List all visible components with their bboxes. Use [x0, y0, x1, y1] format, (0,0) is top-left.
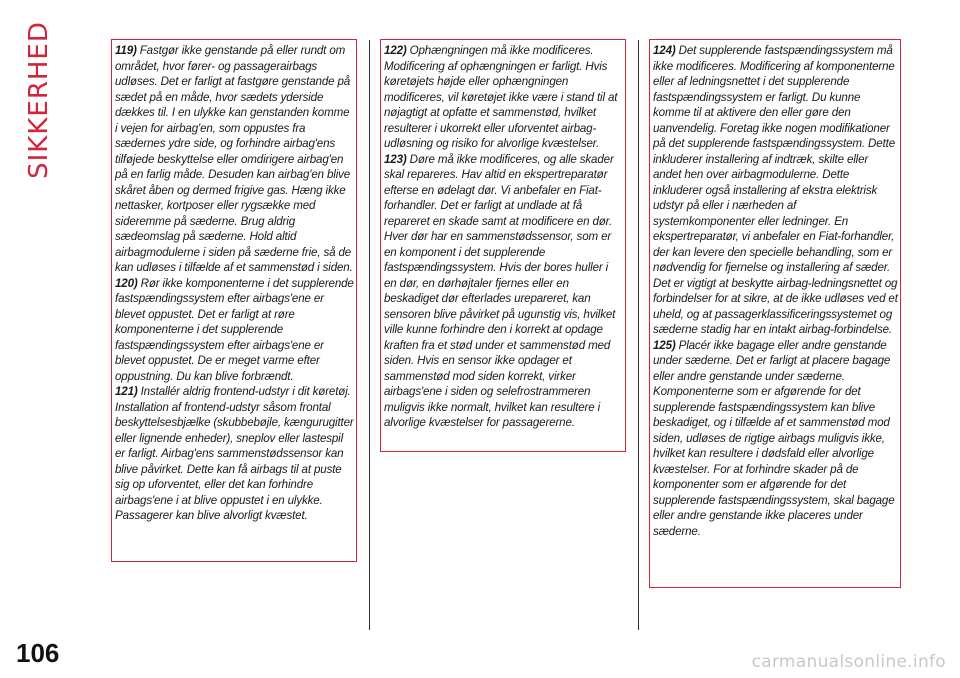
watermark: carmanualsonline.info: [751, 652, 946, 672]
page-number: 106: [16, 638, 60, 668]
warning-122: 122) Ophængningen må ikke modificeres. Modificering af ophængningen er farligt. Hvis køretøjets højde eller ophængningen modificeres, vil køretøjet ikke være i stand til at nøjagtigt at opfatte et sammenstød, hvilket resulterer i ukorrekt eller uforventet airbag-udløsning og risiko for alvorlige kvæstelser.: [384, 44, 618, 150]
warning-119: 119) Fastgør ikke genstande på eller rundt om området, hvor fører- og passagerairbags udløses. Det er farligt at fastgøre genstande på sædet på en måde, hvor sædets yderside dækkes til. I en ulykke kan genstanden komme i vejen for airbag'en, som oppustes fra sædernes ydre side, og forhindre airbag'ens tilføjede beskyttelse eller omdirigere airbag'en på en farlig måde. Desuden kan airbag'en blive skåret åben og dermed frigive gas. Hæng ikke nettasker, kortposer eller rygsække med sideremme på sæderne. Brug aldrig sædeomslag på sæderne. Hold altid airbagmodulerne i siden på sæderne frie, så de kan udløses i tilfælde af et sammenstød i siden.: [115, 44, 353, 274]
warning-box-3: [649, 39, 901, 588]
section-title-text: SIKKERHED: [24, 21, 55, 179]
column-divider-right: [638, 40, 639, 630]
warning-box-2: [380, 39, 626, 452]
warning-box-1: [111, 39, 357, 562]
column-divider-left: [369, 40, 370, 630]
warning-123: 123) Døre må ikke modificeres, og alle skader skal repareres. Hav altid en ekspertreparatør efterse en ødelagt dør. Vi anbefaler en Fiat-forhandler. Det er farligt at undlade at få repareret en skade samt at modificere en dør. Hver dør har en sammenstødssensor, som er en komponent i det supplerende fastspændingssystem. Hvis der bores huller i en dør, en dørhøjtaler fjernes eller en beskadiget dør efterlades urepareret, kan sensoren blive påvirket på ugunstig vis, hvilket ville kunne forhindre den i korrekt at opdage kraften fra et stød under et sammenstød med siden. Hvis en sensor ikke opdager et sammenstød mod siden korrekt, virker airbags'ene i siden og selefrostrammeren muligvis ikke normalt, hvilket kan resultere i alvorlige kvæstelser for passagererne.: [384, 152, 616, 429]
section-title: [14, 21, 64, 179]
warning-120: 120) Rør ikke komponenterne i det supplerende fastspændingssystem efter airbags'ene er blevet oppustet. Det er farligt at røre komponenterne i det supplerende fastspændingssystem efter airbags'ene er blevet oppustet. De er meget varme efter oppustning. Du kan blive forbrændt.: [115, 276, 354, 383]
warning-121: 121) Installér aldrig frontend-udstyr i dit køretøj. Installation af frontend-udstyr såsom frontal beskyttelsesbjælke (skubbebøjle, kængurugitter eller lignende enheder), sneplov eller lastespil er farligt. Airbag'ens sammenstødssensor kan blive påvirket. Dette kan få airbags til at puste sig op uforventet, eller det kan forhindre airbags'ene i at blive oppustet i en ulykke. Passagerer kan blive alvorligt kvæstet.: [115, 385, 354, 522]
warning-124: 124) Det supplerende fastspændingssystem må ikke modificeres. Modificering af komponenterne eller af ledningsnettet i det supplerende fastspændingssystem er farligt. Du kunne komme til at aktivere den eller gøre den uanvendelig. Foretag ikke nogen modifikationer på det supplerende fastspændingssystem. Dette inkluderer installering af indtræk, skilte eller andet hen over airbagmodulerne. Dette inkluderer også installering af ekstra elektrisk udstyr på eller i nærheden af systemkomponenter eller ledninger. En ekspertreparatør, vi anbefaler en Fiat-forhandler, der kan levere den specielle behandling, som er nødvendig for fjernelse og installering af sæder. Det er vigtigt at beskytte airbag-ledningsnettet og forbindelser for at sikre, at de ikke udløses ved et uheld, og at passagerklassificeringssystemet og sæderne stadig har en intakt airbag-forbindelse.: [653, 44, 898, 336]
warning-125: 125) Placér ikke bagage eller andre genstande under sæderne. Det er farligt at placere bagage eller andre genstande under sæderne. Komponenterne som er afgørende for det supplerende fastspændingssystem kan blive beskadiget, og i tilfælde af et sammenstød mod siden, udløses de rigtige airbags muligvis ikke, hvilket kan resultere i dødsfald eller alvorlige kvæstelser. For at forhindre skader på de komponenter som er afgørende for det supplerende fastspændingssystem, skal bagage eller andre genstande ikke placeres under sæderne.: [653, 338, 895, 538]
